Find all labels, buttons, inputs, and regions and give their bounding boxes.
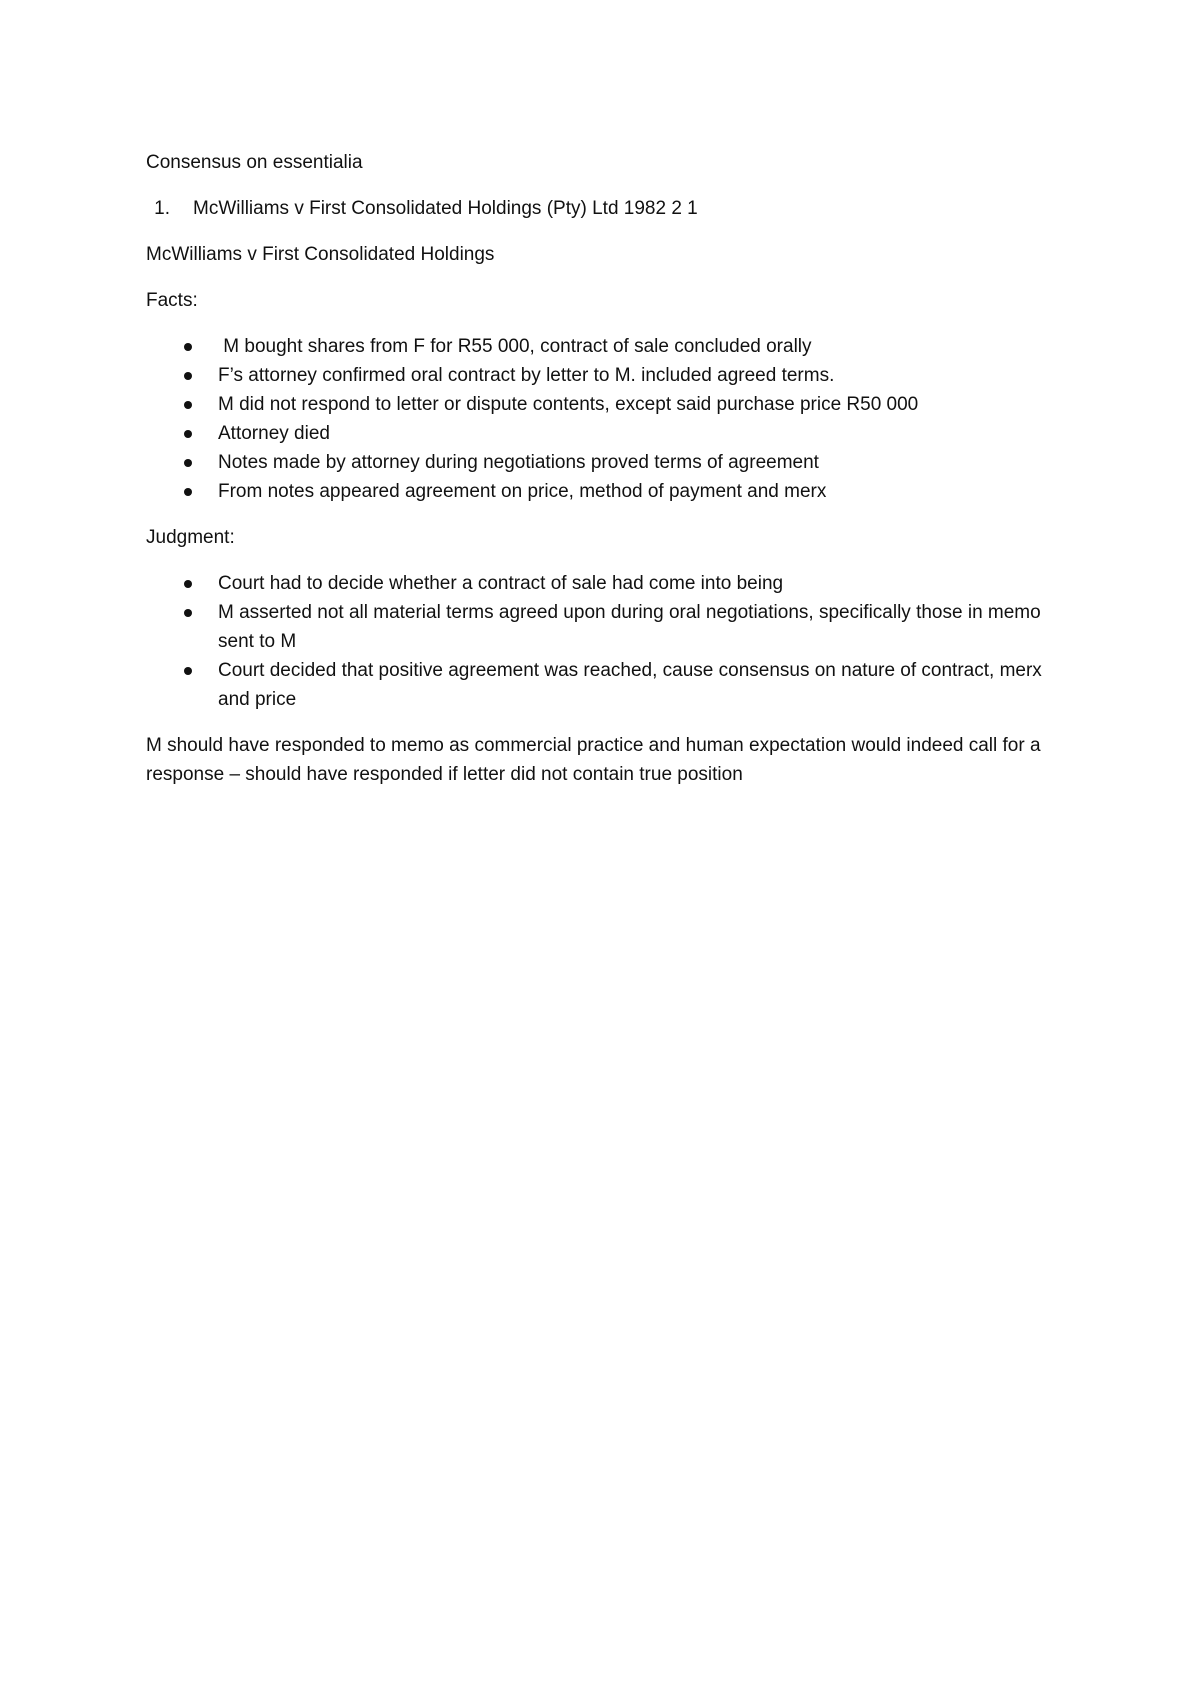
bullet-icon <box>184 667 192 675</box>
judgment-list <box>146 569 1076 714</box>
fact-text: Notes made by attorney during negotiations proved terms of agreement <box>218 452 819 473</box>
fact-text: From notes appeared agreement on price, method of payment and merx <box>218 481 827 502</box>
fact-text: M bought shares from F for R55 000, contract of sale concluded orally <box>218 336 812 357</box>
judgment-text: Court had to decide whether a contract of sale had come into being <box>218 573 784 594</box>
conclusion-paragraph: M should have responded to memo as commercial practice and human expectation would indeed call for a response – should have responded if letter did not contain true position <box>146 735 1041 785</box>
bullet-icon <box>184 430 192 438</box>
bullet-icon <box>184 609 192 617</box>
list-item <box>146 569 1076 598</box>
list-item <box>146 419 1076 448</box>
facts-label: Facts: <box>146 290 198 311</box>
judgment-text: M asserted not all material terms agreed upon during oral negotiations, specifically those in memo sent to M <box>218 602 1041 652</box>
list-item <box>146 598 1076 656</box>
list-item <box>146 477 1076 506</box>
judgment-text: Court decided that positive agreement was reached, cause consensus on nature of contract, merx and price <box>218 660 1042 710</box>
case-citation: McWilliams v First Consolidated Holdings (Pty) Ltd 1982 2 1 <box>193 198 698 219</box>
case-title: McWilliams v First Consolidated Holdings <box>146 244 495 265</box>
document-body <box>146 148 1076 806</box>
bullet-icon <box>184 343 192 351</box>
bullet-icon <box>184 580 192 588</box>
list-item <box>146 361 1076 390</box>
facts-list <box>146 332 1076 506</box>
bullet-icon <box>184 488 192 496</box>
list-number: 1. <box>154 198 170 219</box>
fact-text: M did not respond to letter or dispute contents, except said purchase price R50 000 <box>218 394 919 415</box>
bullet-icon <box>184 459 192 467</box>
list-item <box>146 332 1076 361</box>
judgment-label: Judgment: <box>146 527 235 548</box>
bullet-icon <box>184 372 192 380</box>
bullet-icon <box>184 401 192 409</box>
fact-text: F’s attorney confirmed oral contract by letter to M. included agreed terms. <box>218 365 835 386</box>
list-item <box>146 390 1076 419</box>
section-heading: Consensus on essentialia <box>146 152 363 173</box>
list-item <box>146 656 1076 714</box>
numbered-list-item <box>146 194 1076 223</box>
fact-text: Attorney died <box>218 423 330 444</box>
list-item <box>146 448 1076 477</box>
